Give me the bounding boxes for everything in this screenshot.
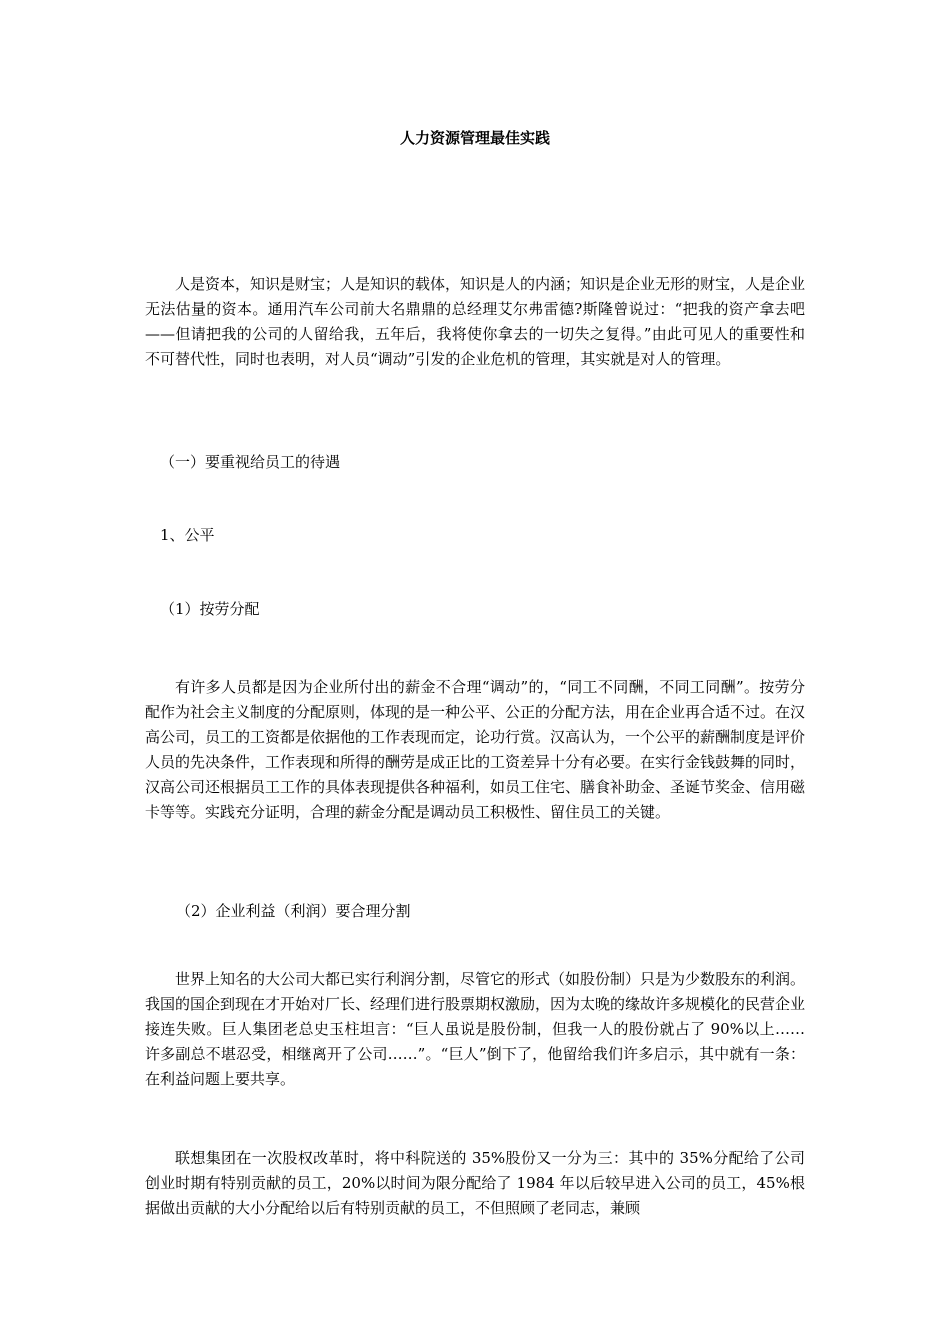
item-heading-fairness: 1、公平 bbox=[160, 526, 215, 544]
paragraph-profit-sharing: 世界上知名的大公司大都已实行利润分割，尽管它的形式（如股份制）只是为少数股东的利润。我国的国企到现在才开始对厂长、经理们进行股票期权激励，因为太晚的缘故许多规模化的民营企业接连失败。巨人集团老总史玉柱坦言：“巨人虽说是股份制，但我一人的股份就占了 90%以上……许多副总不堪忍受，相继离开了公司……”。“巨人”倒下了，他留给我们许多启示，其中就有一条：在利益问题上要共享。 bbox=[145, 970, 806, 1088]
paragraph-lenovo: 联想集团在一次股权改革时，将中科院送的 35%股份又一分为三：其中的 35%分配给了公司创业时期有特别贡献的员工，20%以时间为限分配给了 1984 年以后较早进入公司的员工，45%根据做出贡献的大小分配给以后有特别贡献的员工，不但照顾了老同志，兼顾 bbox=[145, 1149, 805, 1217]
paragraph-salary: 有许多人员都是因为企业所付出的薪金不合理“调动”的，“同工不同酬，不同工同酬”。按劳分配作为社会主义制度的分配原则，体现的是一种公平、公正的分配方法，用在企业再合适不过。在汉高公司，员工的工资都是依据他的工作表现而定，论功行赏。汉高认为，一个公平的薪酬制度是评价人员的先决条件，工作表现和所得的酬劳是成正比的工资差异十分有必要。在实行金钱鼓舞的同时，汉高公司还根据员工工作的具体表现提供各种福利，如员工住宅、膳食补助金、圣诞节奖金、信用磁卡等等。实践充分证明，合理的薪金分配是调动员工积极性、留住员工的关键。 bbox=[145, 678, 806, 821]
subheading-profit-sharing: （2）企业利益（利润）要合理分割 bbox=[176, 902, 411, 920]
subheading-distribution-by-work: （1）按劳分配 bbox=[160, 600, 260, 618]
document-title: 人力资源管理最佳实践 bbox=[399, 129, 550, 147]
section-heading-1: （一）要重视给员工的待遇 bbox=[160, 453, 341, 471]
paragraph-intro: 人是资本，知识是财宝；人是知识的载体，知识是人的内涵；知识是企业无形的财宝，人是企业无法估量的资本。通用汽车公司前大名鼎鼎的总经理艾尔弗雷德?斯隆曾说过：“把我的资产拿去吧——但请把我的公司的人留给我，五年后，我将使你拿去的一切失之复得。”由此可见人的重要性和不可替代性，同时也表明，对人员“调动”引发的企业危机的管理，其实就是对人的管理。 bbox=[145, 275, 806, 368]
